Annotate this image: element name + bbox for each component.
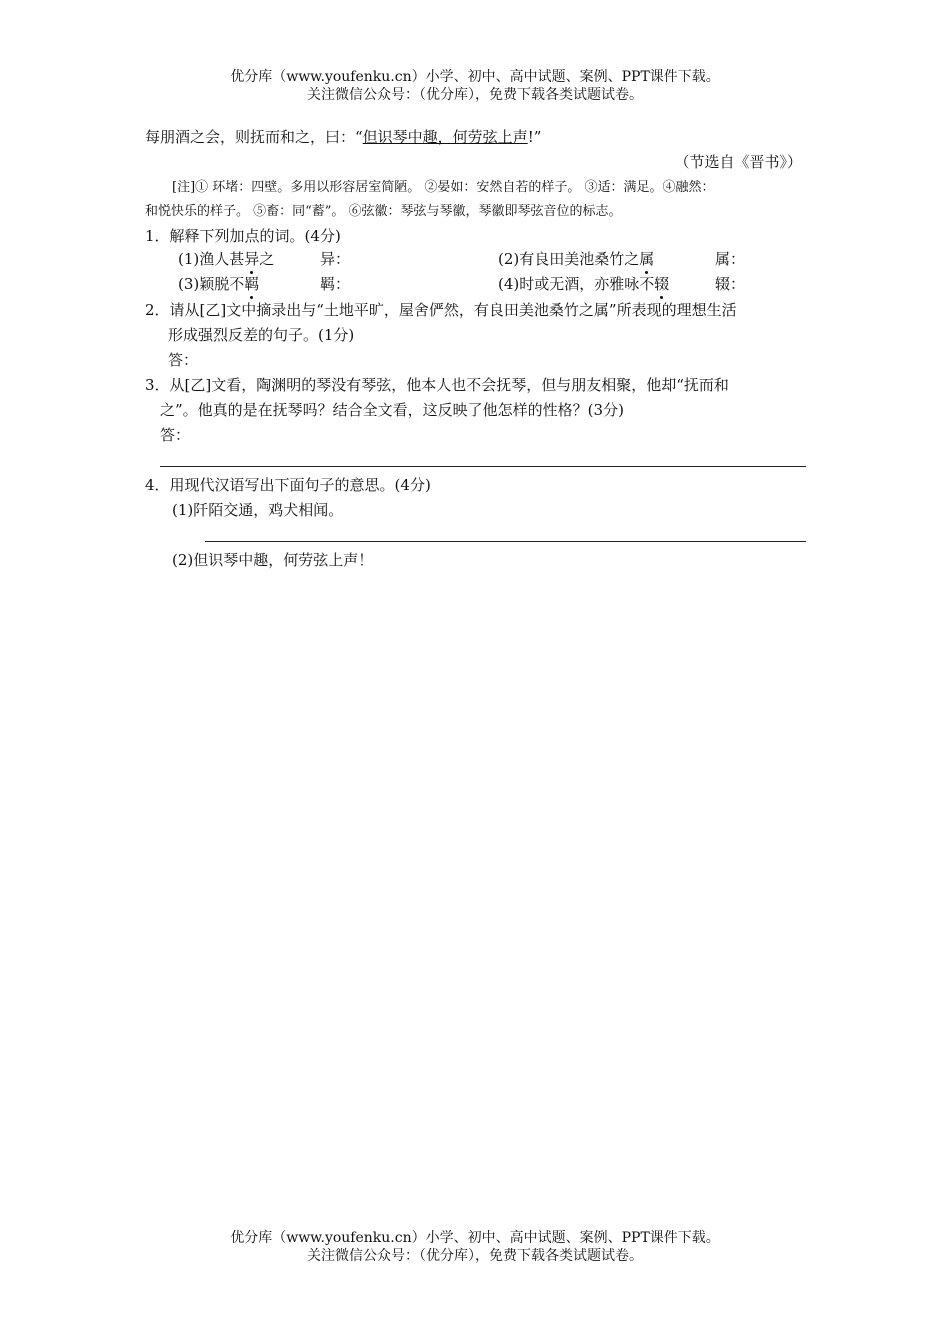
question-2-line1: 2．请从[乙]文中摘录出与“土地平旷，屋舍俨然，有良田美池桑竹之属”所表现的理想生活: [145, 301, 737, 319]
annotation-line1: [注]① 环堵：四壁。多用以形容居室简陋。 ②晏如：安然自若的样子。 ③适：满足。④融然：: [172, 180, 715, 195]
question-3-answer-label: 答：: [160, 426, 191, 444]
q1-item-4: (4)时或无酒，亦雅咏不辍: [498, 275, 670, 293]
passage-last-line: [145, 128, 541, 146]
q1-item-2: (2)有良田美池桑竹之属: [498, 250, 655, 268]
q4-sentence-2: (2)但识琴中趣，何劳弦上声！: [172, 551, 374, 569]
page-header-line2: 关注微信公众号：（优分库），免费下载各类试题试卷。: [307, 87, 643, 103]
question-3-line1: 3．从[乙]文看，陶渊明的琴没有琴弦，他本人也不会抚琴，但与朋友相聚，他却“抚而和: [145, 376, 729, 394]
annotation-line2: 和悦快乐的样子。 ⑤畜：同“蓄”。 ⑥弦徽：琴弦与琴徽，琴徽即琴弦音位的标志。: [145, 204, 622, 219]
q4-sentence-1: (1)阡陌交通，鸡犬相闻。: [172, 501, 344, 519]
passage-quote-underlined: 但识琴中趣，何劳弦上声: [362, 128, 528, 146]
passage-line-prefix: 每朋酒之会，则抚而和之，曰：“: [145, 128, 363, 146]
question-2-line2: 形成强烈反差的句子。(1分): [168, 326, 355, 344]
page-footer-line1: 优分库（www.youfenku.cn）小学、初中、高中试题、案例、PPT课件下载。: [230, 1230, 720, 1246]
q1-item-1: (1)渔人甚异之: [178, 250, 275, 268]
q1-item-2-label: 属：: [715, 250, 746, 268]
question-4-title: 4．用现代汉语写出下面句子的意思。(4分): [145, 476, 431, 494]
q1-item-3-dotted-word: 羁: [244, 275, 260, 293]
q1-item-1-dotted-word: 异: [244, 250, 260, 268]
q1-item-1-label: 异：: [320, 250, 351, 268]
question-1-title: 1．解释下列加点的词。(4分): [145, 227, 341, 245]
q1-item-2-dotted-word: 属: [639, 250, 655, 268]
passage-line-suffix: !”: [527, 128, 542, 146]
q3-answer-line: [160, 466, 806, 467]
passage-source: （节选自《晋书》）: [674, 153, 802, 171]
q1-item-4-label: 辍：: [715, 275, 746, 293]
question-3-line2: 之”。他真的是在抚琴吗？结合全文看，这反映了他怎样的性格？(3分): [160, 401, 624, 419]
q1-item-4-dotted-word: 辍: [654, 275, 670, 293]
page-header-line1: 优分库（www.youfenku.cn）小学、初中、高中试题、案例、PPT课件下载。: [230, 69, 720, 85]
q4-sentence-1-answer-line: [205, 541, 806, 542]
page-footer-line2: 关注微信公众号：（优分库），免费下载各类试题试卷。: [307, 1248, 643, 1264]
question-2-answer-label: 答：: [168, 351, 199, 369]
q1-item-3: (3)颖脱不羁: [178, 275, 260, 293]
q1-item-3-label: 羁：: [320, 275, 351, 293]
